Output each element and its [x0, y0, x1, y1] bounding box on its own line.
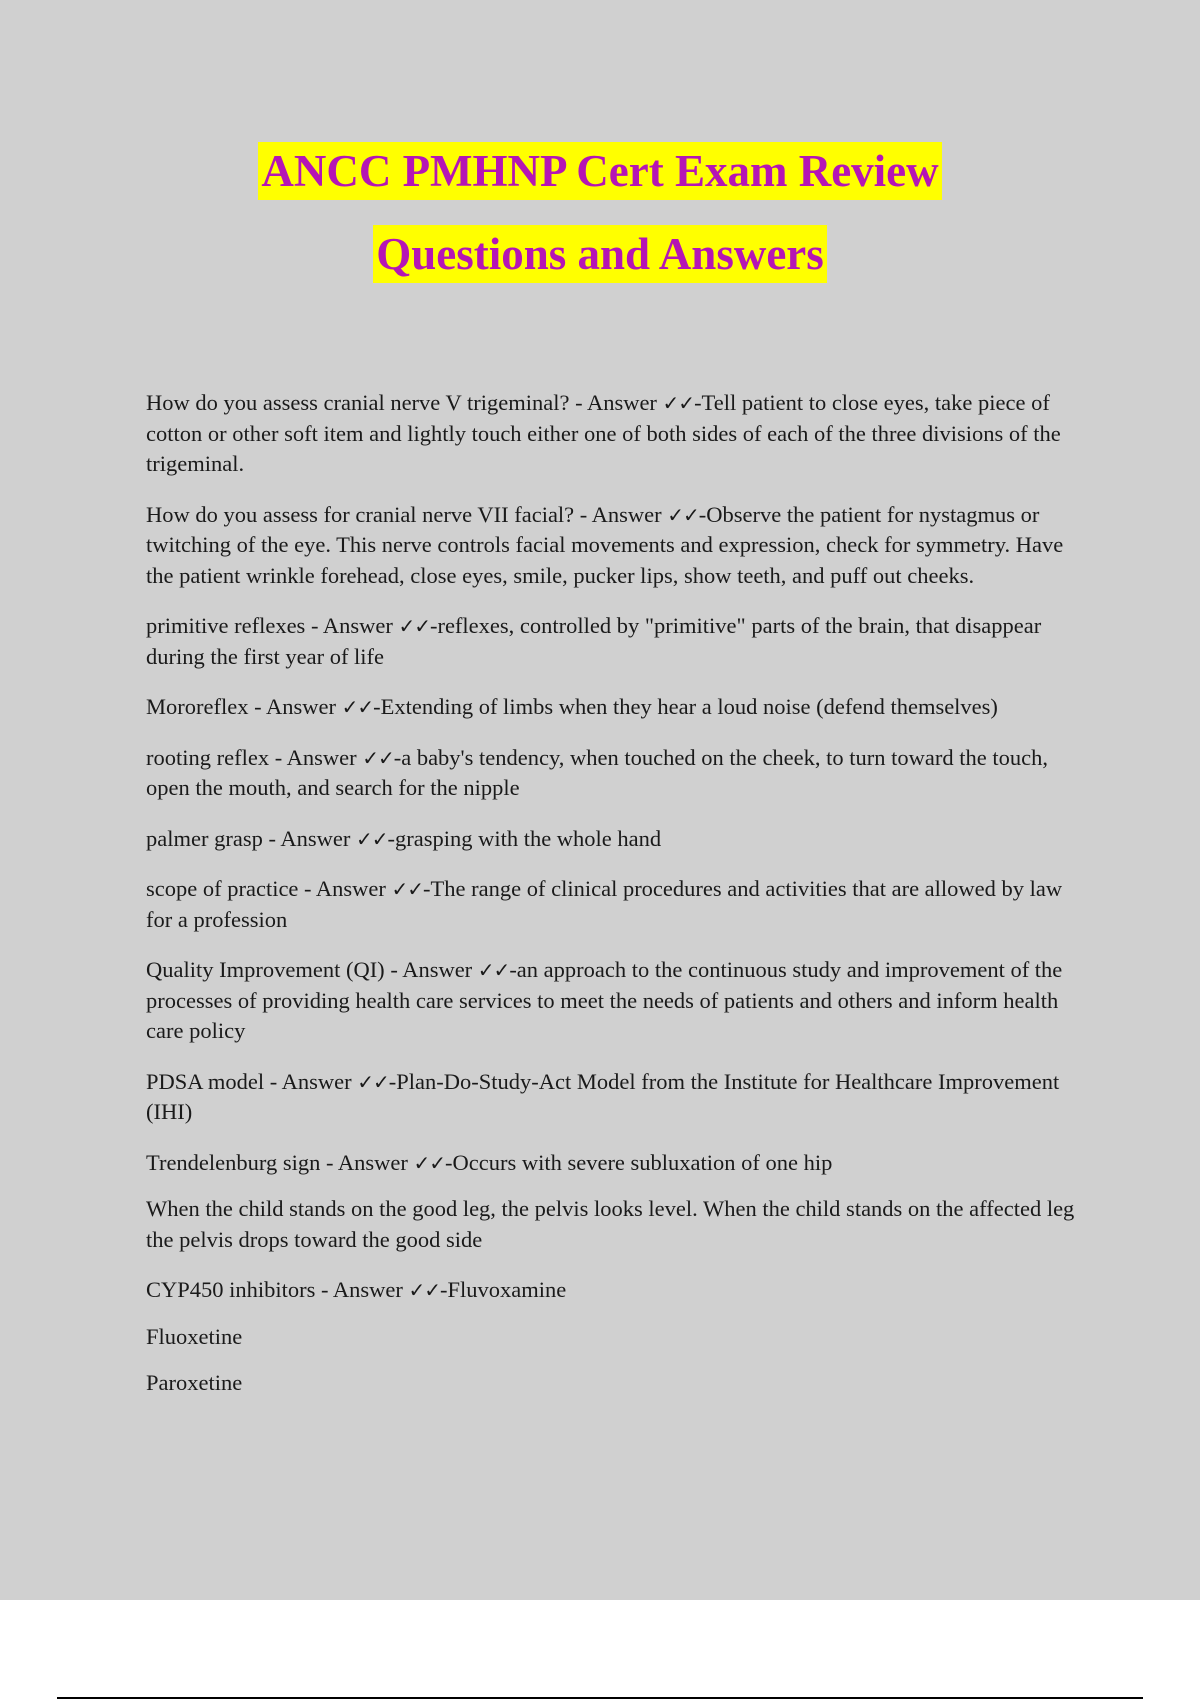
qa-term: scope of practice: [146, 876, 299, 901]
qa-answer: -Fluvoxamine: [440, 1277, 567, 1302]
qa-term: Trendelenburg sign: [146, 1149, 321, 1175]
qa-list: [146, 388, 1086, 1419]
title-line-2: Questions and Answers: [373, 225, 827, 283]
qa-item: [146, 824, 1086, 855]
qa-answer: -Observe the patient for nystagmus or twitching of the eye. This nerve controls facial movements and expression, check for symmetry. Have the patient wrinkle forehead, close eyes, smile, pucker lips, show teeth, and puff out cheeks.: [146, 501, 1064, 588]
qa-separator: - Answer: [305, 613, 399, 638]
check-icon: ✓✓: [398, 614, 430, 638]
footer-divider: [57, 1697, 1143, 1699]
qa-item: [146, 1275, 1086, 1306]
qa-answer: -a baby's tendency, when touched on the cheek, to turn toward the touch, open the mouth, and search for the nipple: [146, 744, 1048, 800]
qa-item: [146, 955, 1086, 1047]
check-icon: ✓✓: [341, 695, 374, 719]
check-icon: ✓✓: [662, 391, 695, 415]
qa-term: Quality Improvement (QI): [146, 957, 385, 982]
qa-item: [146, 874, 1086, 935]
qa-continuation: Paroxetine: [146, 1370, 243, 1395]
check-icon: ✓✓: [362, 745, 394, 770]
qa-separator: - Answer: [248, 694, 342, 719]
qa-separator: - Answer: [384, 957, 478, 982]
qa-item: [146, 388, 1086, 480]
qa-answer: -Plan-Do-Study-Act Model from the Institute for Healthcare Improvement (IHI): [146, 1068, 1060, 1124]
qa-item: [146, 743, 1086, 804]
qa-answer: -Extending of limbs when they hear a loud noise (defend themselves): [373, 694, 998, 719]
qa-continuation: Fluoxetine: [146, 1323, 243, 1349]
qa-item: [146, 692, 1086, 723]
qa-answer: -grasping with the whole hand: [387, 825, 662, 851]
qa-answer: -reflexes, controlled by "primitive" parts of the brain, that disappear during the first year of life: [146, 613, 1042, 669]
qa-separator: - Answer: [320, 1149, 414, 1175]
qa-separator: - Answer: [569, 390, 663, 415]
qa-term: Mororeflex: [146, 694, 249, 719]
qa-term: How do you assess cranial nerve V trigeminal?: [146, 390, 570, 415]
document-title: [0, 142, 1200, 308]
qa-answer: -an approach to the continuous study and improvement of the processes of providing health care services to meet the needs of patients and others and inform health care policy: [146, 957, 1063, 1043]
qa-item: [146, 1148, 1086, 1179]
qa-separator: - Answer: [315, 1277, 409, 1302]
check-icon: ✓✓: [355, 826, 388, 851]
check-icon: ✓✓: [413, 1150, 445, 1175]
qa-term: How do you assess for cranial nerve VII facial?: [146, 501, 575, 527]
qa-answer: -Tell patient to close eyes, take piece of cotton or other soft item and lightly touch either one of both sides of each of the three divisions of the trigeminal.: [146, 390, 1061, 476]
qa-answer: -Occurs with severe subluxation of one hip: [445, 1149, 833, 1175]
qa-term: primitive reflexes: [146, 613, 306, 638]
title-line-1: ANCC PMHNP Cert Exam Review: [258, 142, 941, 200]
qa-term: CYP450 inhibitors: [146, 1277, 316, 1302]
check-icon: ✓✓: [477, 958, 510, 982]
qa-answer: -The range of clinical procedures and activities that are allowed by law for a profession: [146, 876, 1063, 932]
check-icon: ✓✓: [408, 1278, 441, 1302]
qa-term: rooting reflex: [146, 744, 270, 770]
qa-separator: - Answer: [262, 825, 356, 851]
qa-separator: - Answer: [264, 1068, 358, 1094]
qa-term: PDSA model: [146, 1068, 265, 1094]
qa-continuation: When the child stands on the good leg, the pelvis looks level. When the child stands on the affected leg the pelvis drops toward the good side: [146, 1196, 1075, 1252]
check-icon: ✓✓: [391, 877, 424, 901]
check-icon: ✓✓: [667, 502, 699, 527]
qa-item: [146, 611, 1086, 672]
qa-separator: - Answer: [574, 501, 668, 527]
check-icon: ✓✓: [357, 1069, 389, 1094]
qa-separator: - Answer: [298, 876, 392, 901]
qa-separator: - Answer: [269, 744, 363, 770]
qa-item: [146, 1067, 1086, 1128]
qa-term: palmer grasp: [146, 825, 263, 851]
qa-item: [146, 500, 1086, 592]
